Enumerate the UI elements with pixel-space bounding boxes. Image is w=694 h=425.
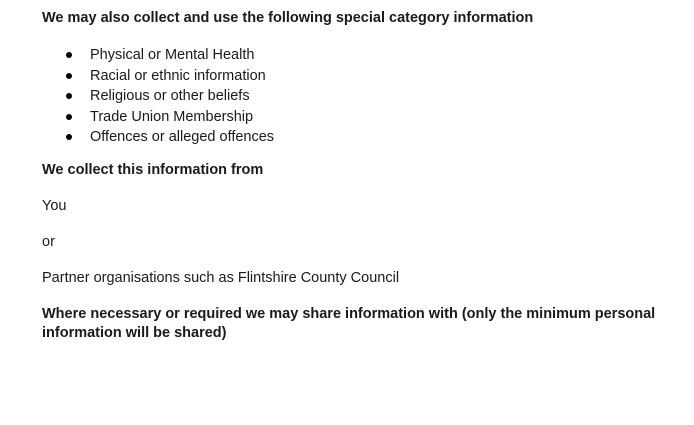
collection-source-heading: We collect this information from — [42, 161, 264, 178]
list-item — [42, 45, 662, 66]
list-item — [42, 66, 662, 87]
source-or: or — [42, 233, 55, 250]
list-item-label: Religious or other beliefs — [90, 88, 250, 104]
list-item — [42, 107, 662, 128]
list-item — [42, 127, 662, 148]
bullet-icon — [66, 114, 72, 120]
special-category-list — [42, 45, 662, 148]
bullet-icon — [66, 73, 72, 79]
bullet-icon — [66, 134, 72, 140]
source-partner-organisations: Partner organisations such as Flintshire County Council — [42, 269, 400, 286]
bullet-icon — [66, 93, 72, 99]
sharing-heading: Where necessary or required we may share information with (only the minimum personal information will be shared) — [42, 305, 656, 341]
source-you: You — [42, 197, 67, 214]
list-item-label: Racial or ethnic information — [90, 67, 266, 84]
list-item-label: Offences or alleged offences — [90, 129, 275, 145]
document-body — [42, 8, 662, 343]
list-item — [42, 86, 662, 107]
special-category-heading: We may also collect and use the following special category information — [42, 10, 534, 26]
list-item-label: Physical or Mental Health — [90, 47, 255, 63]
list-item-label: Trade Union Membership — [90, 108, 254, 125]
bullet-icon — [66, 52, 72, 58]
